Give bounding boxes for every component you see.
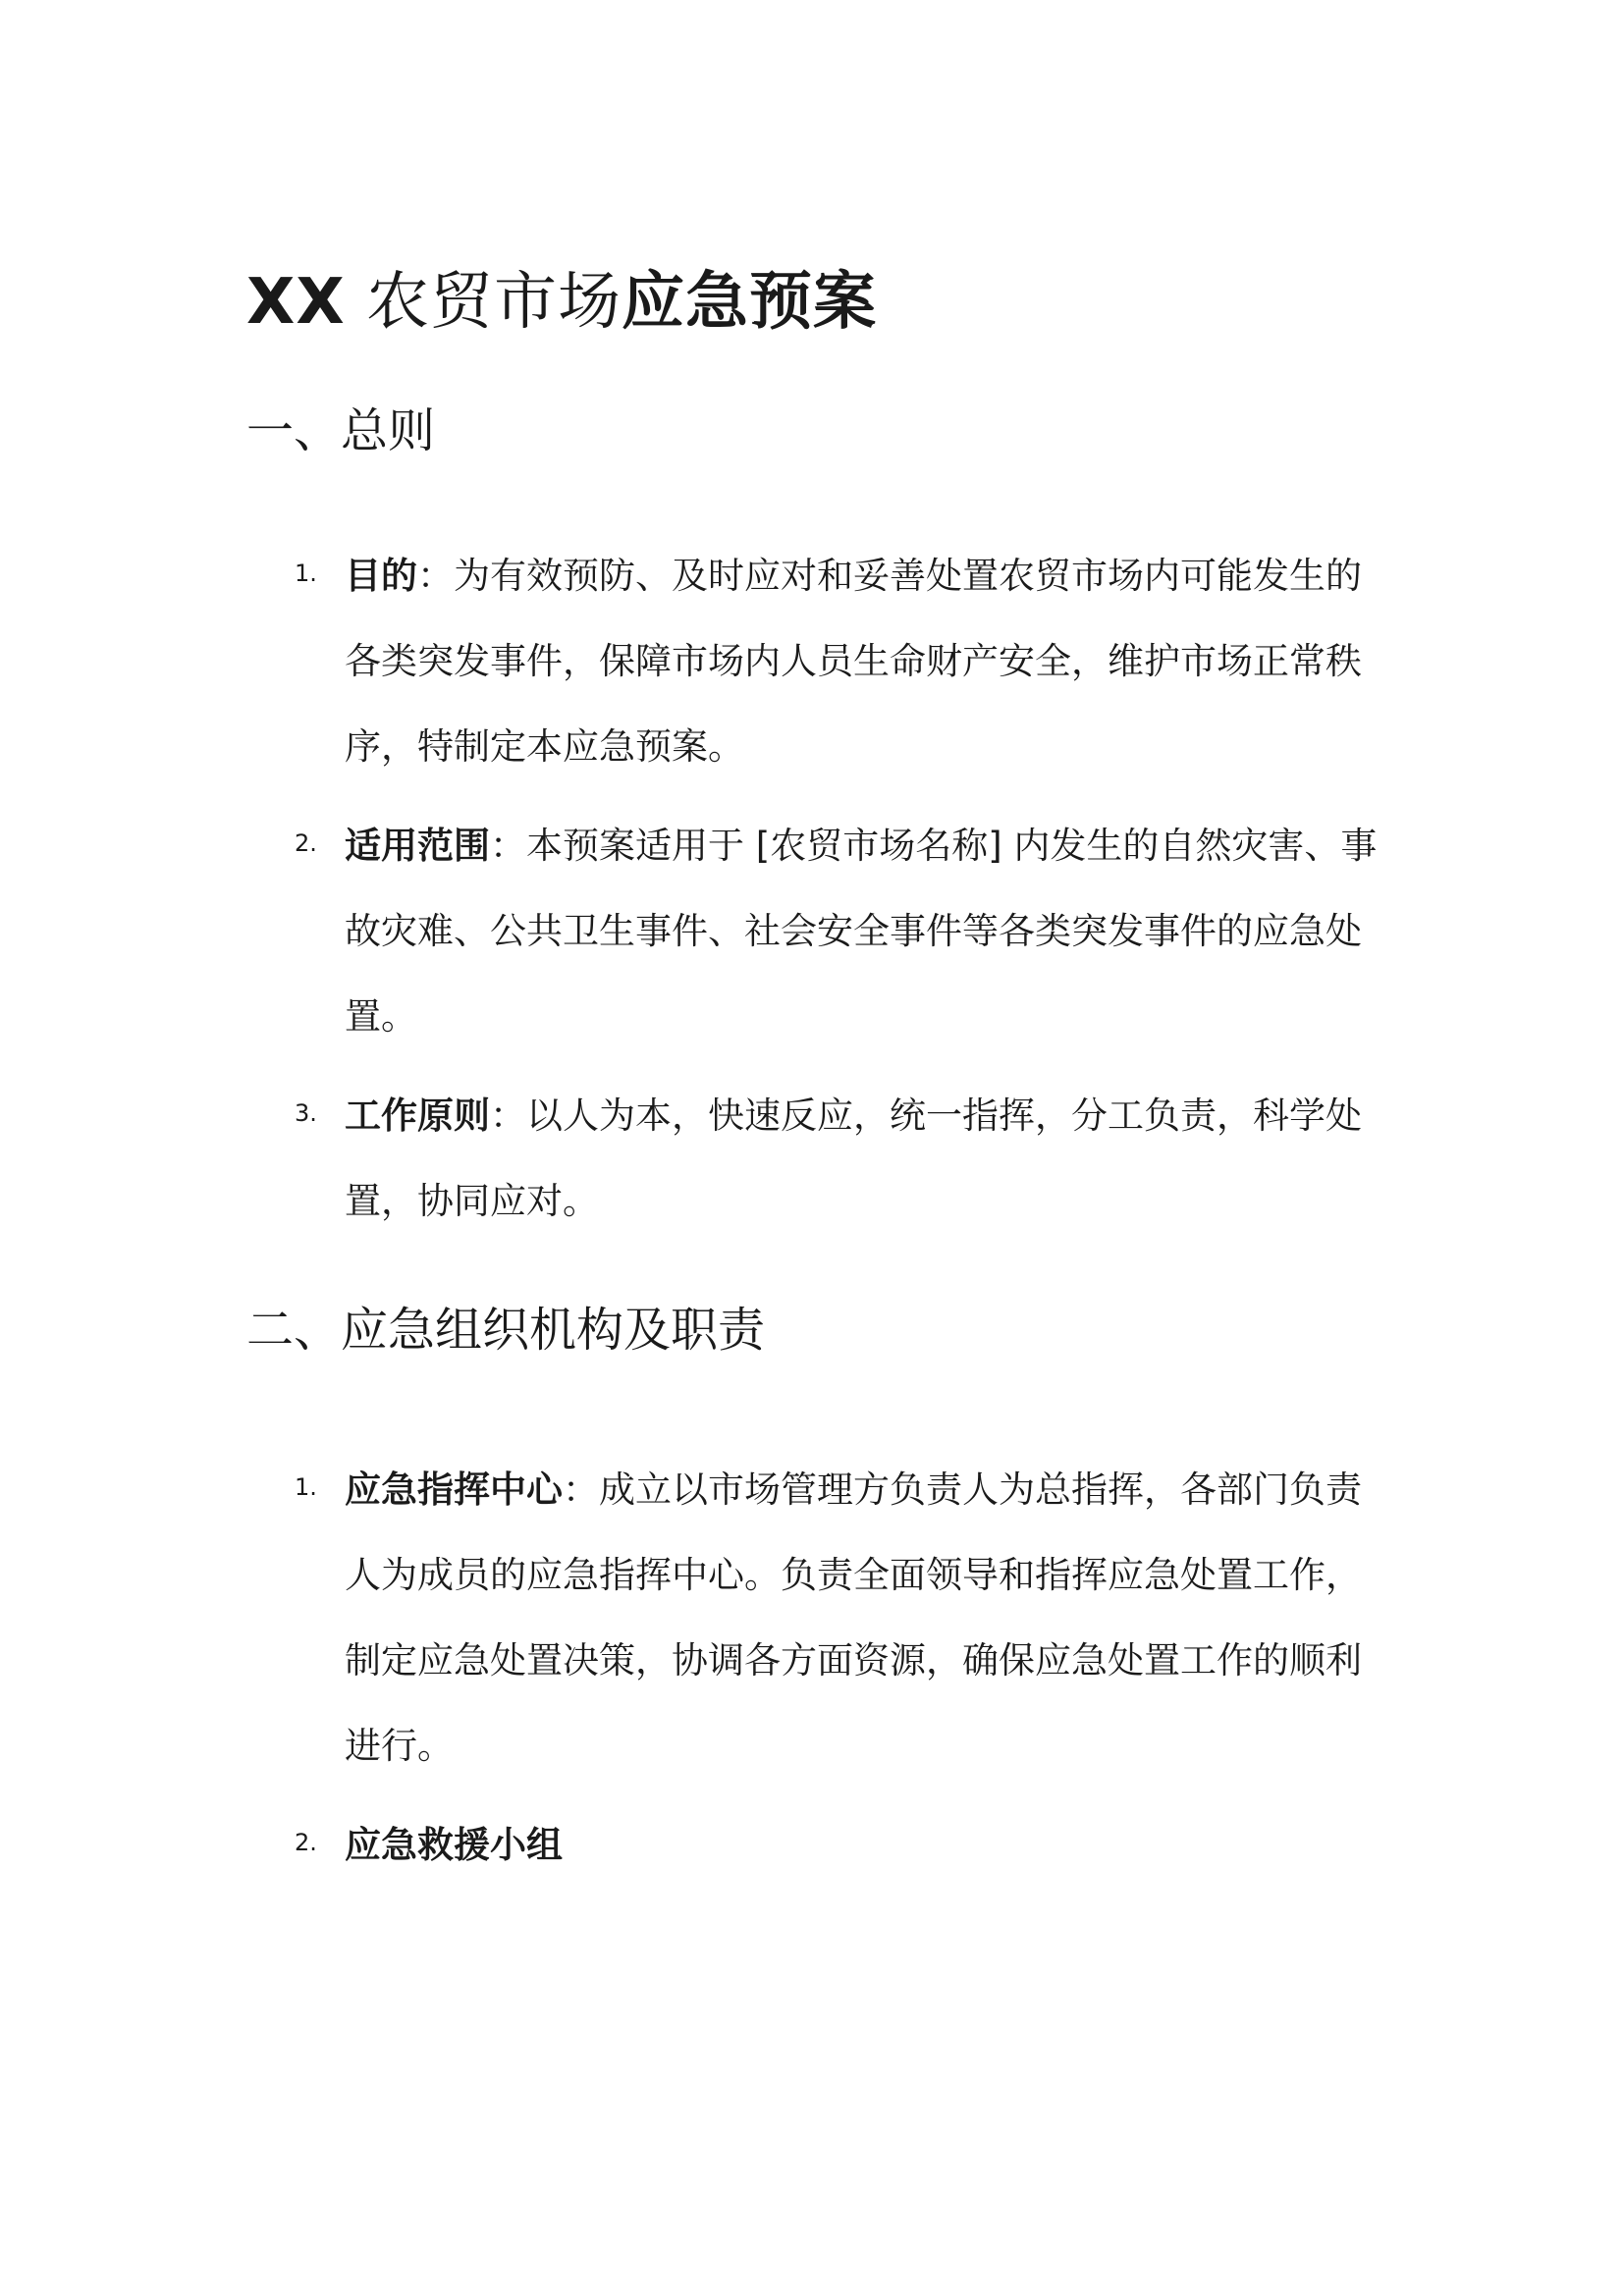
title-plan: 应急预案 xyxy=(622,266,878,339)
list-item-body xyxy=(345,1824,1395,1909)
list-item-text-line: ：本预案适用于 [农贸市场名称] 内发生的自然灾害、事 xyxy=(490,825,1378,867)
list-item-number: 1. xyxy=(295,1473,317,1501)
list-item-text-line: ：以人为本，快速反应，统一指挥，分工负责，科学处 xyxy=(490,1095,1362,1137)
list-item-text-line: ：为有效预防、及时应对和妥善处置农贸市场内可能发生的 xyxy=(417,555,1362,597)
list-item-number: 3. xyxy=(295,1099,317,1127)
list-item-body xyxy=(345,1095,1395,1265)
list-item-text-line: 进行。 xyxy=(345,1725,454,1767)
list-item-number: 2. xyxy=(295,1829,317,1856)
list-item-body xyxy=(345,825,1395,1081)
list-item-text-line: 制定应急处置决策，协调各方面资源，确保应急处置工作的顺利 xyxy=(345,1639,1362,1682)
list-item-text-line: 置，协同应对。 xyxy=(345,1180,599,1222)
list-item-text-line: 置。 xyxy=(345,995,417,1038)
list-item-label: 目的 xyxy=(345,555,417,597)
list-item-label: 工作原则 xyxy=(345,1095,490,1137)
list-item-text-line: 各类突发事件，保障市场内人员生命财产安全，维护市场正常秩 xyxy=(345,640,1362,682)
title-market: 农贸市场 xyxy=(345,266,622,339)
list-item-text-line: 故灾难、公共卫生事件、社会安全事件等各类突发事件的应急处 xyxy=(345,910,1362,952)
title-prefix: XX xyxy=(246,266,346,339)
section-heading-organization: 二、应急组织机构及职责 xyxy=(246,1303,766,1358)
list-item-text-line: 人为成员的应急指挥中心。负责全面领导和指挥应急处置工作， xyxy=(345,1554,1362,1596)
list-item-body xyxy=(345,1468,1395,1810)
list-item-number: 1. xyxy=(295,560,317,587)
list-item-label: 适用范围 xyxy=(345,825,490,867)
list-item-label: 应急指挥中心 xyxy=(345,1468,563,1511)
document-title xyxy=(246,257,877,347)
list-item-body xyxy=(345,555,1395,811)
section-heading-general: 一、总则 xyxy=(246,403,436,458)
list-item-label: 应急救援小组 xyxy=(345,1824,563,1866)
list-item-text-line: ：成立以市场管理方负责人为总指挥，各部门负责 xyxy=(563,1468,1362,1511)
list-item-number: 2. xyxy=(295,829,317,857)
list-item-text-line: 序，特制定本应急预案。 xyxy=(345,725,744,768)
